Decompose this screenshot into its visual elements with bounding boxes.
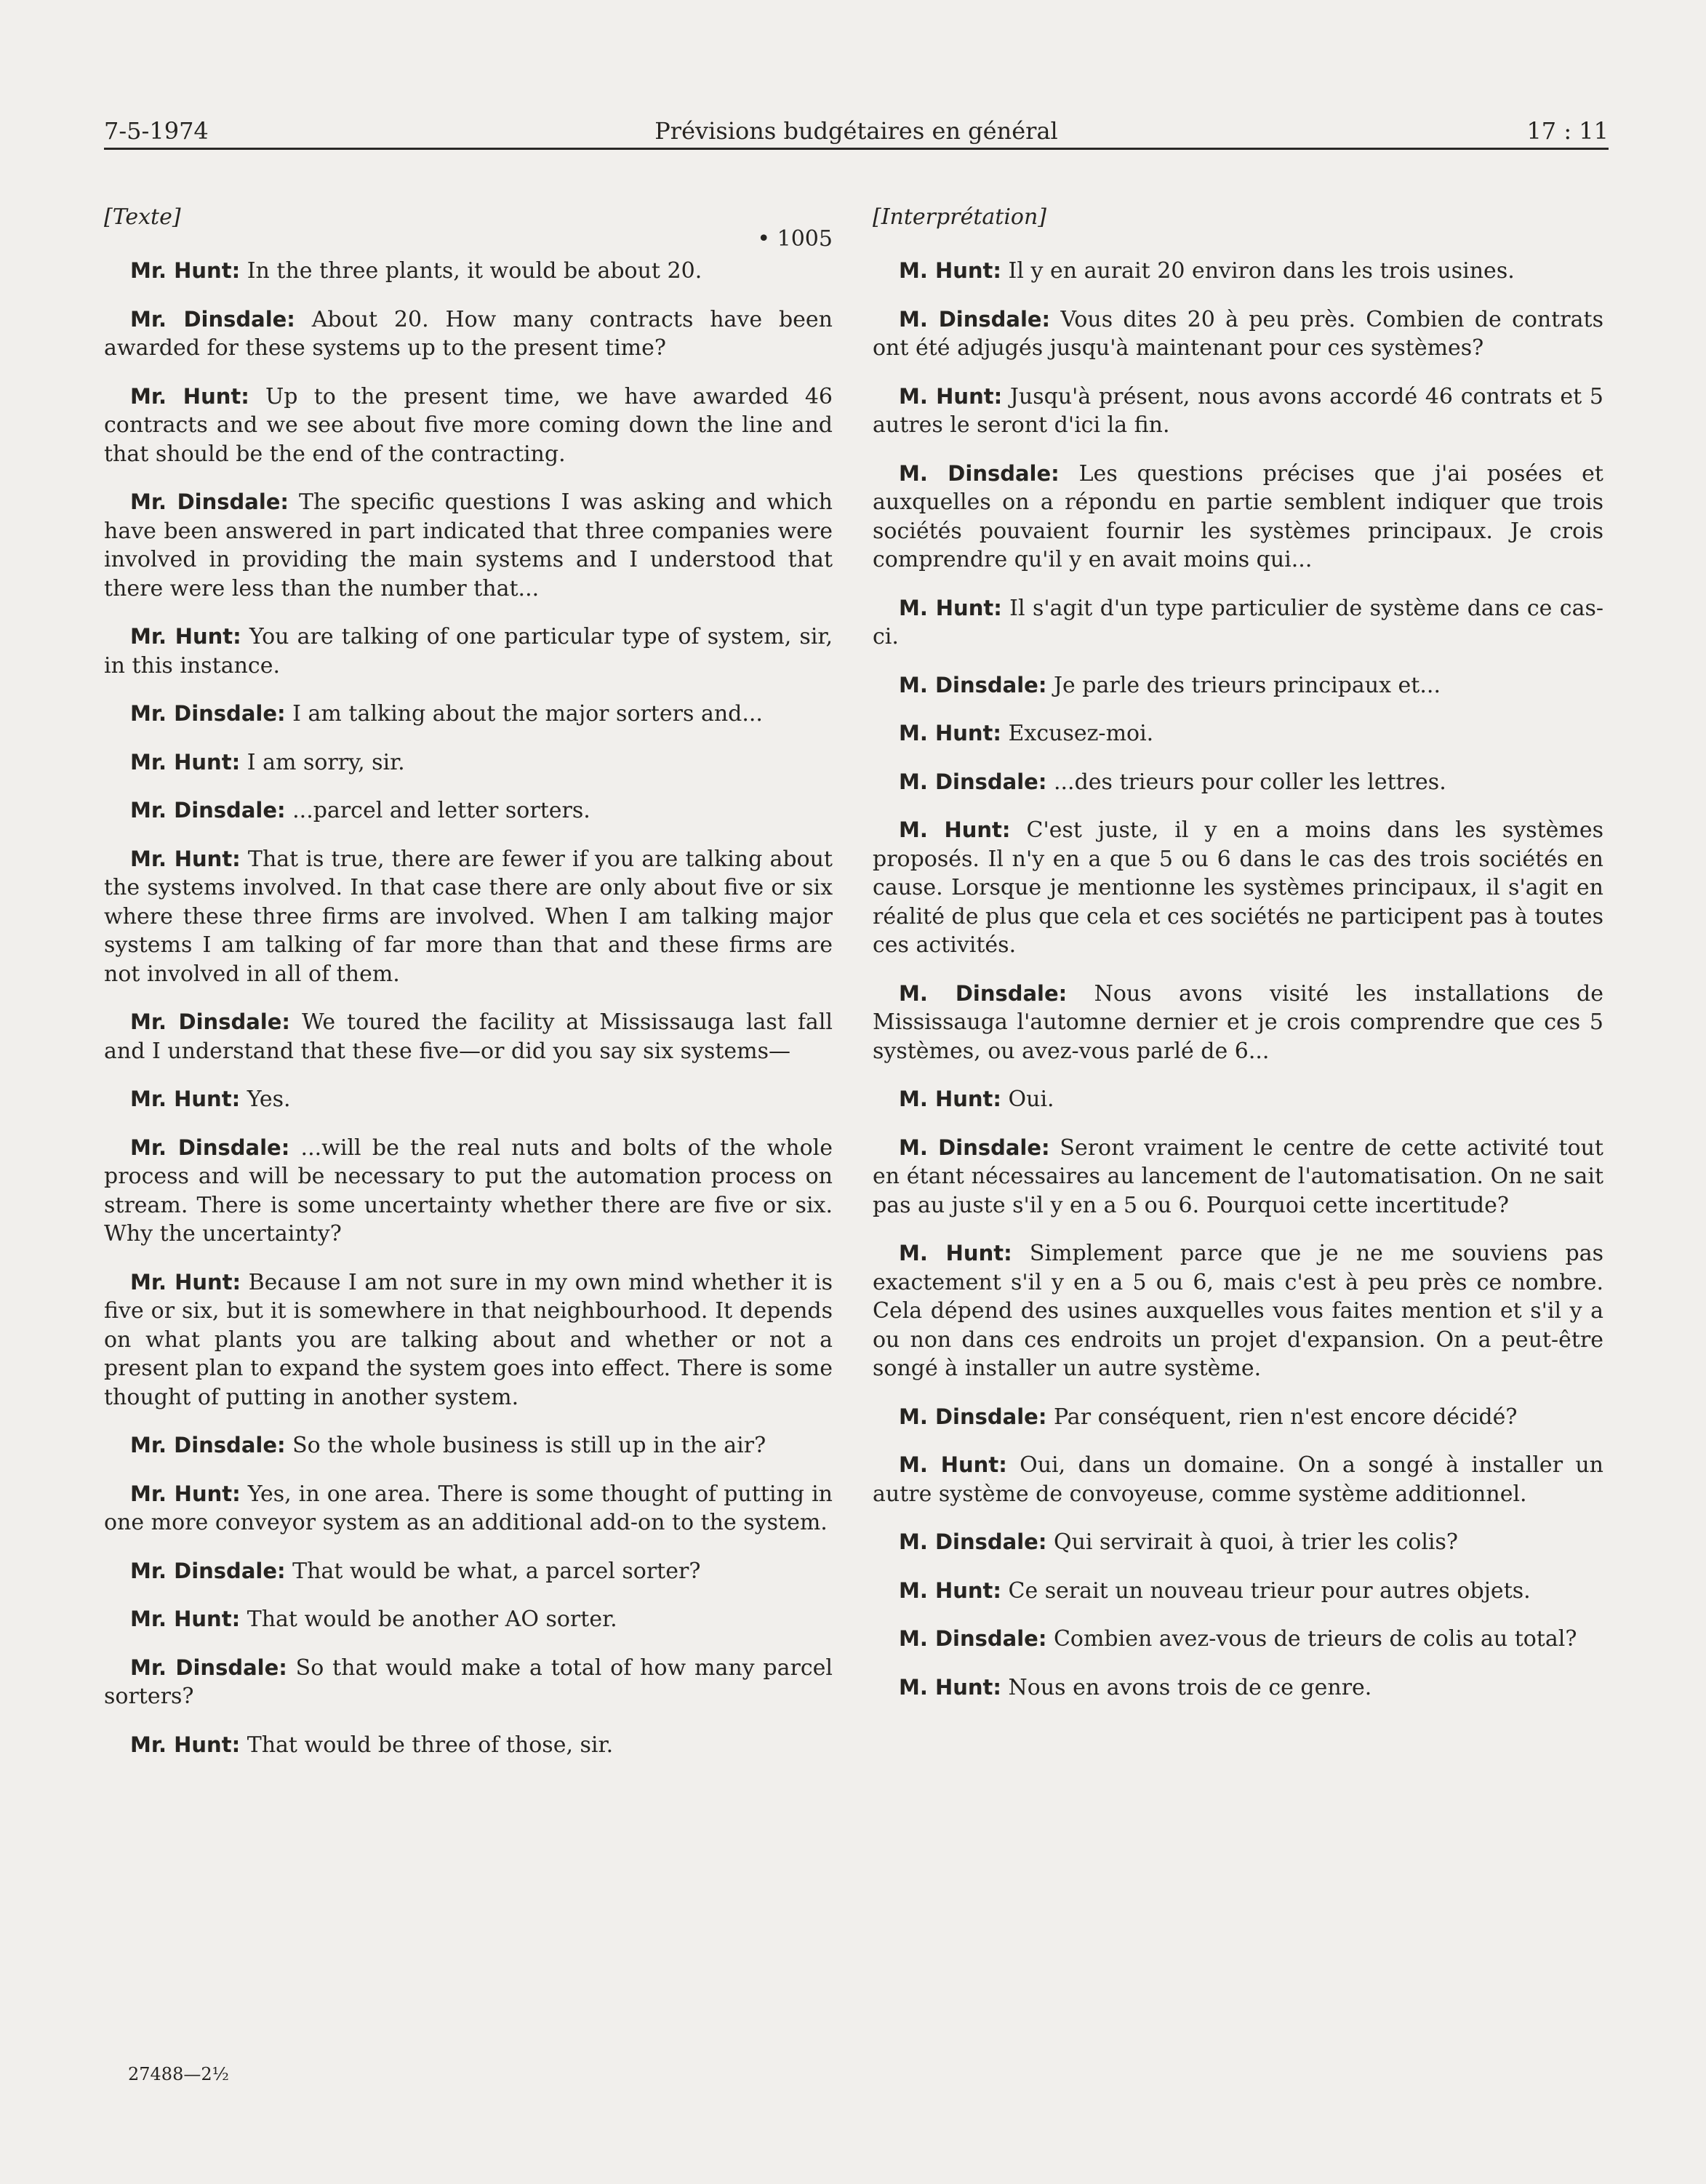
speech-text: Yes. — [240, 1087, 291, 1112]
speech-text: Oui, dans un domaine. On a songé à installer un autre système de convoyeuse, comme système additionnel. — [873, 1452, 1604, 1507]
speaker-name: M. Dinsdale: — [899, 672, 1047, 697]
speech-text: You are talking of one particular type of system, sir, in this instance. — [104, 624, 833, 679]
transcript-paragraph — [104, 1605, 833, 1634]
speech-text: ...will be the real nuts and bolts of the whole process and will be necessary to put the automation process on stream. There is some uncertainty whether there are five or six. Why the uncertainty? — [104, 1135, 833, 1247]
column-label-texte: [Texte] — [104, 204, 181, 230]
transcript-paragraph — [104, 1731, 833, 1760]
transcript-paragraph — [104, 623, 833, 680]
speech-text: We toured the facility at Mississauga last fall and I understand that these five—or did you say six systems— — [104, 1009, 833, 1064]
transcript-paragraph — [104, 257, 833, 286]
footer-code: 27488—2½ — [128, 2064, 229, 2084]
speech-text: Excusez-moi. — [1001, 721, 1154, 746]
speaker-name: Mr. Hunt: — [130, 1481, 241, 1506]
transcript-paragraph — [104, 1085, 833, 1114]
speaker-name: M. Dinsdale: — [899, 980, 1068, 1006]
transcript-paragraph — [104, 1557, 833, 1586]
speech-text: I am talking about the major sorters and... — [285, 701, 763, 727]
transcript-paragraph — [873, 305, 1603, 363]
transcript-paragraph — [873, 594, 1603, 652]
speaker-name: M. Hunt: — [899, 721, 1001, 745]
speech-text: About 20. How many contracts have been awarded for these systems up to the present time? — [104, 306, 833, 361]
transcript-paragraph — [873, 1673, 1603, 1703]
speech-text: Les questions précises que j'ai posées et auxquelles on a répondu en partie semblent indiquer que trois sociétés pouvaient fournir les systèmes principaux. Je crois comprendre qu'il y en avait moins qui... — [873, 460, 1603, 572]
speaker-name: Mr. Dinsdale: — [130, 1009, 291, 1034]
speech-text: Vous dites 20 à peu près. Combien de contrats ont été adjugés jusqu'à maintenant pour ces systèmes? — [873, 306, 1603, 361]
speech-text: So the whole business is still up in the air? — [285, 1433, 766, 1458]
speaker-name: M. Dinsdale: — [899, 460, 1060, 486]
speech-text: Up to the present time, we have awarded 46 contracts and we see about five more coming down the line and that should be the end of the contracting. — [104, 383, 833, 467]
speaker-name: Mr. Dinsdale: — [130, 798, 286, 823]
header-title: Prévisions budgétaires en général — [654, 117, 1058, 145]
transcript-paragraph — [104, 1654, 833, 1711]
speaker-name: M. Hunt: — [899, 1087, 1001, 1111]
speech-text: That is true, there are fewer if you are talking about the systems involved. In that case there are only about five or six where these three firms are involved. When I am talking major systems I am talking of far more than that and these firms are not involved in all of them. — [104, 846, 833, 987]
speech-text: Simplement parce que je ne me souviens pas exactement s'il y en a 5 ou 6, mais c'est à peu près ce nombre. Cela dépend des usines auxquelles vous faites mention et s'il y a ou non dans ces endroits un projet d'expansion. On a peut-être songé à installer un autre système. — [873, 1241, 1603, 1381]
speaker-name: M. Hunt: — [899, 383, 1003, 409]
header-date: 7-5-1974 — [104, 117, 209, 145]
speech-text: ...des trieurs pour coller les lettres. — [1046, 769, 1446, 795]
speaker-name: M. Hunt: — [899, 1452, 1007, 1477]
speaker-name: M. Hunt: — [899, 258, 1001, 283]
speaker-name: Mr. Hunt: — [130, 1269, 241, 1295]
speaker-name: Mr. Dinsdale: — [130, 1558, 286, 1583]
speaker-name: Mr. Dinsdale: — [130, 489, 289, 514]
speaker-name: M. Dinsdale: — [899, 306, 1051, 332]
transcript-paragraph — [104, 1134, 833, 1249]
speech-text: I am sorry, sir. — [240, 749, 405, 775]
speech-text: Qui servirait à quoi, à trier les colis? — [1046, 1529, 1458, 1555]
transcript-paragraph — [873, 257, 1603, 286]
speech-text: Combien avez-vous de trieurs de colis au total? — [1046, 1626, 1577, 1652]
speaker-name: M. Dinsdale: — [899, 1626, 1047, 1651]
speaker-name: Mr. Dinsdale: — [130, 306, 295, 332]
speaker-name: M. Dinsdale: — [899, 1404, 1047, 1429]
transcript-paragraph — [104, 383, 833, 469]
speech-text: That would be what, a parcel sorter? — [285, 1558, 701, 1584]
transcript-paragraph — [104, 700, 833, 729]
speaker-name: Mr. Dinsdale: — [130, 1655, 287, 1680]
speech-text: Seront vraiment le centre de cette activité tout en étant nécessaires au lancement de l'automatisation. On ne sait pas au juste s'il y en a 5 ou 6. Pourquoi cette incertitude? — [873, 1135, 1603, 1218]
speaker-name: Mr. Dinsdale: — [130, 1433, 286, 1457]
transcript-paragraph — [873, 980, 1603, 1066]
transcript-paragraph — [873, 383, 1603, 440]
speaker-name: M. Hunt: — [899, 1577, 1001, 1603]
speech-text: Par conséquent, rien n'est encore décidé? — [1046, 1404, 1518, 1430]
transcript-paragraph — [873, 1577, 1603, 1606]
speaker-name: Mr. Hunt: — [130, 1607, 241, 1631]
speaker-name: M. Hunt: — [899, 817, 1011, 842]
transcript-paragraph — [104, 1268, 833, 1412]
speaker-name: Mr. Dinsdale: — [130, 701, 286, 726]
english-column — [104, 203, 833, 1779]
speaker-name: Mr. Hunt: — [130, 383, 249, 409]
transcript-paragraph — [873, 1085, 1603, 1114]
transcript-paragraph — [104, 748, 833, 777]
transcript-paragraph — [104, 1008, 833, 1065]
speech-text: ...parcel and letter sorters. — [285, 798, 590, 823]
speech-text: Nous avons visité les installations de Mississauga l'automne dernier et je crois comprendre que ces 5 systèmes, ou avez-vous parlé de 6... — [873, 980, 1603, 1064]
transcript-paragraph — [104, 845, 833, 989]
speech-text: Ce serait un nouveau trieur pour autres objets. — [1001, 1577, 1531, 1604]
speech-text: That would be another AO sorter. — [240, 1607, 617, 1632]
speech-text: In the three plants, it would be about 20. — [240, 258, 702, 284]
transcript-paragraph — [104, 488, 833, 603]
speaker-name: Mr. Hunt: — [130, 258, 241, 283]
speech-text: Yes, in one area. There is some thought of putting in one more conveyor system as an additional add-on to the system. — [104, 1481, 833, 1535]
transcript-paragraph — [104, 305, 833, 363]
speaker-name: M. Hunt: — [899, 1674, 1001, 1700]
speech-text: Jusqu'à présent, nous avons accordé 46 contrats et 5 autres le seront d'ici la fin. — [873, 383, 1603, 438]
french-column — [873, 203, 1603, 1721]
speaker-name: Mr. Hunt: — [130, 624, 241, 649]
speech-text: C'est juste, il y en a moins dans les systèmes proposés. Il n'y en a que 5 ou 6 dans le cas des trois sociétés en cause. Lorsque je mentionne les systèmes principaux, il s'agit en réalité de plus que cela et ces sociétés ne participent pas à toutes ces activités. — [873, 817, 1604, 958]
speaker-name: M. Dinsdale: — [899, 769, 1047, 794]
header-page-number: 17 : 11 — [1526, 117, 1609, 145]
speaker-name: M. Hunt: — [899, 595, 1002, 620]
page-header — [104, 114, 1609, 150]
transcript-paragraph — [873, 816, 1603, 960]
speaker-name: M. Dinsdale: — [899, 1529, 1047, 1554]
speaker-name: M. Dinsdale: — [899, 1135, 1050, 1160]
speaker-name: Mr. Hunt: — [130, 846, 241, 871]
transcript-paragraph — [873, 1239, 1603, 1383]
column-label-interpretation: [Interprétation] — [873, 204, 1047, 230]
speaker-name: Mr. Hunt: — [130, 1087, 241, 1111]
speech-text: Je parle des trieurs principaux et... — [1046, 672, 1441, 698]
transcript-paragraph — [873, 460, 1603, 575]
time-marker: • 1005 — [757, 226, 833, 252]
speech-text: The specific questions I was asking and which have been answered in part indicated that three companies were involved in providing the main systems and I understood that there were less than the number that... — [104, 489, 833, 601]
speech-text: So that would make a total of how many parcel sorters? — [104, 1655, 833, 1709]
speech-text: Oui. — [1001, 1087, 1054, 1112]
transcript-paragraph — [873, 1625, 1603, 1654]
speaker-name: M. Hunt: — [899, 1241, 1012, 1265]
transcript-paragraph — [104, 1431, 833, 1460]
speech-text: That would be three of those, sir. — [240, 1732, 614, 1758]
transcript-paragraph — [873, 1134, 1603, 1220]
transcript-paragraph — [873, 671, 1603, 700]
speaker-name: Mr. Dinsdale: — [130, 1135, 290, 1160]
transcript-paragraph — [104, 1480, 833, 1537]
transcript-paragraph — [873, 1403, 1603, 1432]
transcript-paragraph — [873, 768, 1603, 797]
transcript-paragraph — [873, 719, 1603, 748]
speech-text: Il y en aurait 20 environ dans les trois usines. — [1001, 258, 1515, 284]
speech-text: Il s'agit d'un type particulier de système dans ce cas-ci. — [873, 595, 1603, 649]
transcript-paragraph — [873, 1451, 1603, 1508]
speaker-name: Mr. Hunt: — [130, 749, 241, 775]
speaker-name: Mr. Hunt: — [130, 1732, 241, 1757]
transcript-paragraph — [873, 1528, 1603, 1557]
speech-text: Nous en avons trois de ce genre. — [1001, 1674, 1372, 1700]
speech-text: Because I am not sure in my own mind whether it is five or six, but it is somewhere in that neighbourhood. It depends on what plants you are talking about and whether or not a present plan to expand the system goes into effect. There is some thought of putting in another system. — [104, 1269, 833, 1410]
transcript-paragraph — [104, 796, 833, 825]
